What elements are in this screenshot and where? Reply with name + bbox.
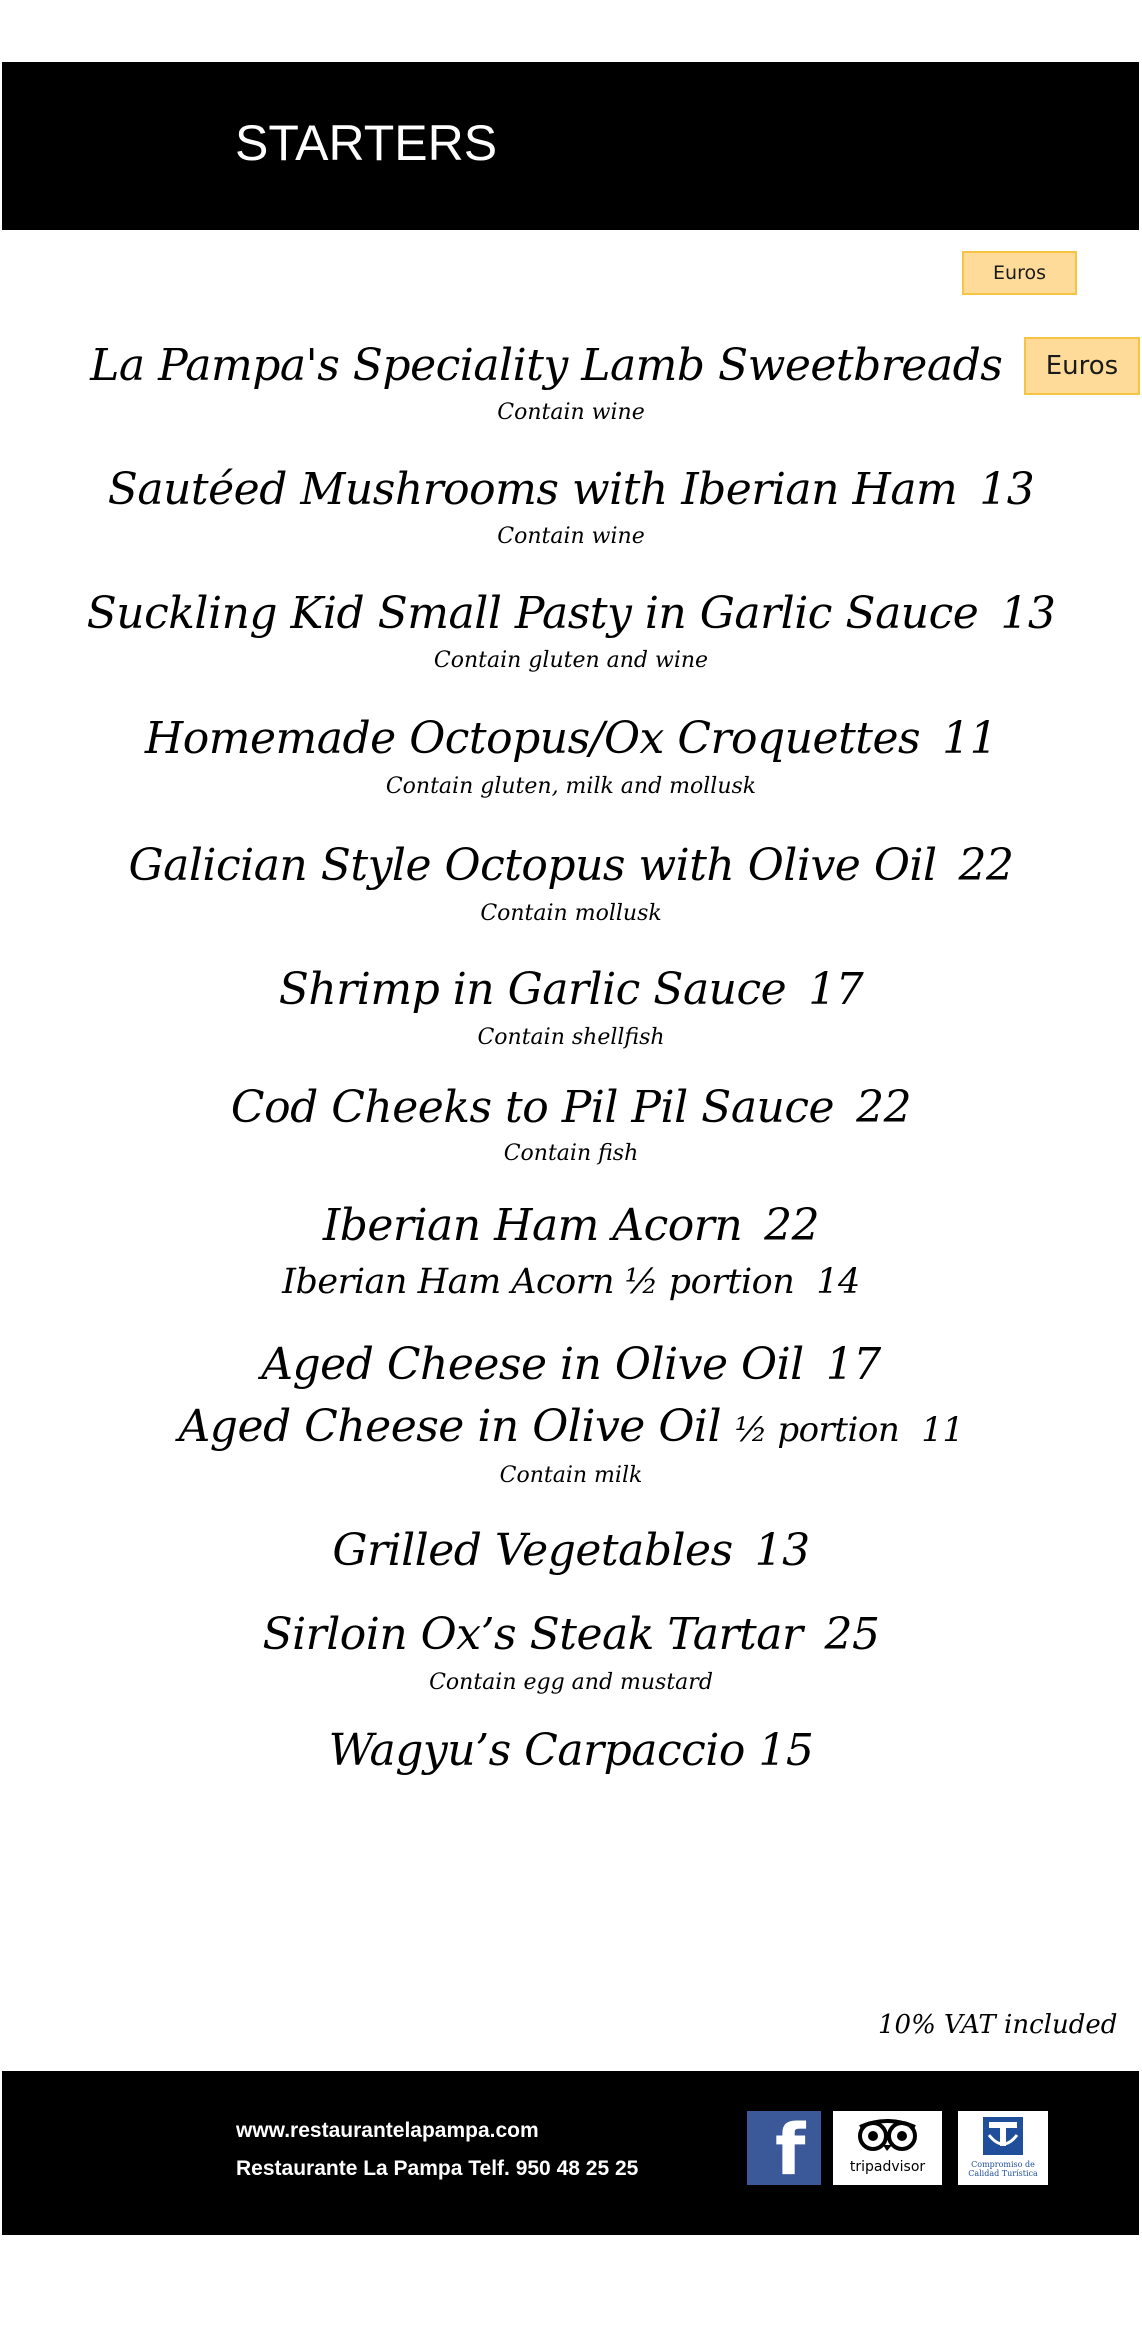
dish-name: Shrimp in Garlic Sauce: [278, 964, 787, 1015]
facebook-icon[interactable]: [747, 2109, 821, 2191]
website-link[interactable]: www.restaurantelapampa.com: [236, 2119, 539, 2142]
menu-item-galician-octopus: [0, 838, 1142, 894]
tourism-quality-icon[interactable]: [958, 2111, 1048, 2185]
menu-item-sauteed-mushrooms: [0, 462, 1142, 518]
euros-badge-large: Euros: [1024, 337, 1140, 395]
menu-item-wagyu-carpaccio: [0, 1723, 1142, 1779]
quality-seal-icon: [958, 2111, 1048, 2159]
dish-price: 22: [958, 840, 1014, 891]
dish-name: La Pampa's Speciality Lamb Sweetbreads: [90, 340, 1003, 391]
vat-note: 10% VAT included: [878, 2010, 1118, 2040]
menu-item-grilled-vegetables: [0, 1523, 1142, 1579]
dish-price: 17: [825, 1339, 881, 1390]
dish-price: 17: [808, 964, 864, 1015]
allergen-note: Contain egg and mustard: [429, 1670, 713, 1695]
allergen-note: Contain shellfish: [477, 1025, 665, 1050]
dish-name: Suckling Kid Small Pasty in Garlic Sauce: [86, 588, 979, 639]
allergen-note: Contain gluten and wine: [433, 648, 709, 673]
dish-name: Iberian Ham Acorn ½ portion: [282, 1262, 795, 1302]
euros-badge-small: Euros: [962, 251, 1077, 295]
owl-eyes-icon: [833, 2111, 942, 2159]
menu-item-lamb-sweetbreads: [0, 338, 1142, 394]
dish-price: 25: [824, 1609, 880, 1660]
menu-item-iberian-ham: [0, 1198, 1142, 1254]
dish-name: Cod Cheeks to Pil Pil Sauce: [230, 1082, 835, 1133]
page-title: STARTERS: [235, 115, 498, 171]
menu-item-iberian-ham-half: [0, 1259, 1142, 1305]
dish-price: 11: [942, 713, 998, 764]
dish-name: Aged Cheese in Olive Oil: [178, 1401, 722, 1452]
allergen-note: Contain fish: [503, 1141, 639, 1166]
menu-item-aged-cheese: [0, 1337, 1142, 1393]
dish-name: Sirloin Ox’s Steak Tartar: [262, 1609, 803, 1660]
allergen-note: Contain mollusk: [480, 901, 662, 926]
dish-price: 13: [979, 464, 1035, 515]
menu-item-shrimp-garlic: [0, 962, 1142, 1018]
dish-price: 15: [758, 1725, 814, 1776]
allergen-note: Contain wine: [497, 400, 645, 425]
dish-name: Iberian Ham Acorn: [322, 1200, 743, 1251]
allergen-note: Contain milk: [499, 1463, 643, 1488]
dish-name: Homemade Octopus/Ox Croquettes: [144, 713, 921, 764]
allergen-note: Contain wine: [497, 524, 645, 549]
dish-price: 13: [1000, 588, 1056, 639]
dish-name: Aged Cheese in Olive Oil: [261, 1339, 804, 1390]
dish-price: 11: [921, 1410, 964, 1450]
dish-price: 14: [816, 1262, 860, 1302]
dish-price: 13: [754, 1525, 810, 1576]
menu-item-croquettes: [0, 711, 1142, 767]
dish-name: Galician Style Octopus with Olive Oil: [128, 840, 937, 891]
header-band: [2, 62, 1139, 230]
contact-info: Restaurante La Pampa Telf. 950 48 25 25: [236, 2157, 639, 2180]
dish-name: Wagyu’s Carpaccio: [328, 1725, 745, 1776]
tripadvisor-wordmark: tripadvisor: [849, 2159, 926, 2175]
portion-label: ½ portion: [734, 1410, 900, 1450]
dish-name: Grilled Vegetables: [332, 1525, 733, 1576]
dish-price: 22: [764, 1200, 820, 1251]
menu-item-aged-cheese-half: [0, 1399, 1142, 1458]
tripadvisor-icon[interactable]: [833, 2111, 942, 2185]
dish-price: 22: [856, 1082, 912, 1133]
allergen-note: Contain gluten, milk and mollusk: [385, 774, 757, 799]
menu-item-steak-tartar: [0, 1607, 1142, 1663]
menu-item-suckling-kid-pasty: [0, 586, 1142, 642]
dish-name: Sautéed Mushrooms with Iberian Ham: [107, 464, 958, 515]
tourism-quality-text: Compromiso de Calidad Turística: [968, 2160, 1038, 2178]
menu-item-cod-cheeks: [0, 1080, 1142, 1136]
facebook-letter: f: [775, 2109, 806, 2191]
